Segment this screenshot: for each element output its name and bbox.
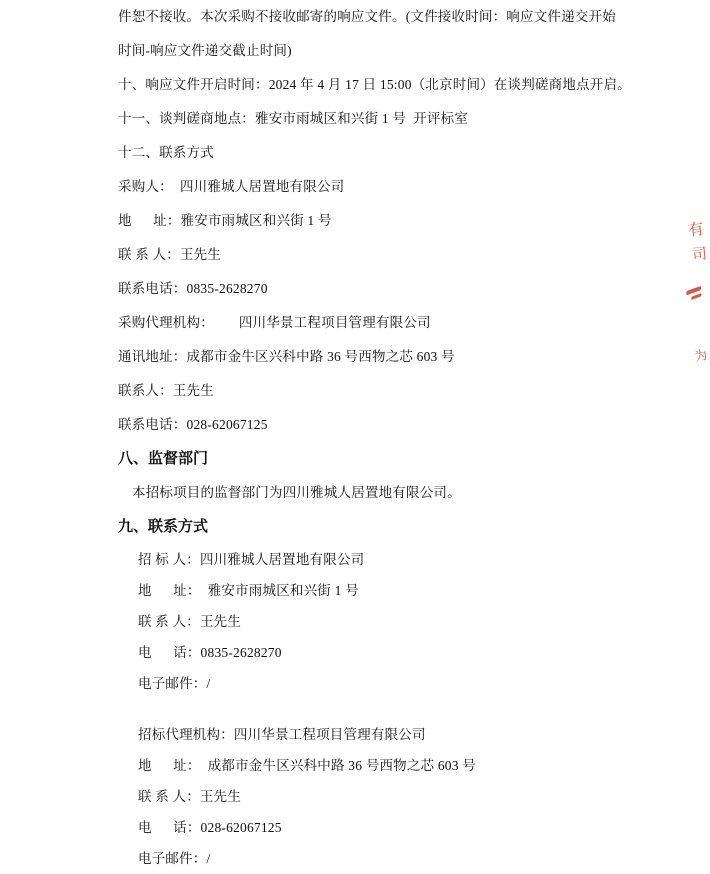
paragraph-item-11: 十一、谈判磋商地点：雅安市雨城区和兴街 1 号 开评标室 (118, 111, 469, 126)
seal-stroke-icon (685, 285, 706, 302)
tenderer-email: 电子邮件：/ (138, 676, 211, 691)
seal-fragment-icon: 司 (691, 246, 708, 264)
seal-stroke-mark (691, 293, 702, 300)
seal-stroke-mark (686, 286, 701, 296)
tenderer-address: 地 址： 雅安市雨城区和兴街 1 号 (138, 583, 359, 598)
agency-org-address: 地 址： 成都市金牛区兴科中路 36 号西物之芯 603 号 (138, 758, 476, 773)
purchaser-contact: 联 系 人：王先生 (118, 247, 222, 262)
section-8-heading: 八、监督部门 (118, 451, 209, 467)
tenderer-name: 招 标 人：四川雅城人居置地有限公司 (138, 552, 365, 567)
purchaser-address: 地 址：雅安市雨城区和兴街 1 号 (118, 213, 332, 228)
section-gap (118, 699, 618, 719)
paragraph-item-12: 十二、联系方式 (118, 145, 214, 160)
tenderer-phone: 电 话：0835-2628270 (138, 645, 282, 660)
agency-phone: 联系电话：028-62067125 (118, 417, 268, 432)
agency-org-name: 招标代理机构：四川华景工程项目管理有限公司 (138, 727, 426, 742)
seal-fragment-icon: 为 (692, 346, 709, 365)
seal-fragment-icon: 有 (686, 221, 705, 240)
paragraph-item-10: 十、响应文件开启时间：2024 年 4 月 17 日 15:00（北京时间）在谈判磋商地点开启。 (118, 77, 631, 92)
agency-address: 通讯地址：成都市金牛区兴科中路 36 号西物之芯 603 号 (118, 349, 455, 364)
section-9-heading: 九、联系方式 (118, 519, 209, 535)
agency-org-email: 电子邮件：/ (138, 851, 211, 866)
agency-name: 采购代理机构： 四川华景工程项目管理有限公司 (118, 315, 431, 330)
agency-contact: 联系人：王先生 (118, 383, 214, 398)
document-body (118, 0, 631, 874)
tenderer-contact: 联 系 人：王先生 (138, 614, 242, 629)
purchaser-phone: 联系电话：0835-2628270 (118, 281, 268, 296)
purchaser-name: 采购人： 四川雅城人居置地有限公司 (118, 179, 345, 194)
agency-org-phone: 电 话：028-62067125 (138, 820, 282, 835)
paragraph-continuation: 件恕不接收。本次采购不接收邮寄的响应文件。(文件接收时间：响应文件递交开始时间-响应文件递交截止时间) (118, 9, 616, 58)
section-8-body: 本招标项目的监督部门为四川雅城人居置地有限公司。 (132, 485, 461, 500)
agency-org-contact: 联 系 人：王先生 (138, 789, 242, 804)
